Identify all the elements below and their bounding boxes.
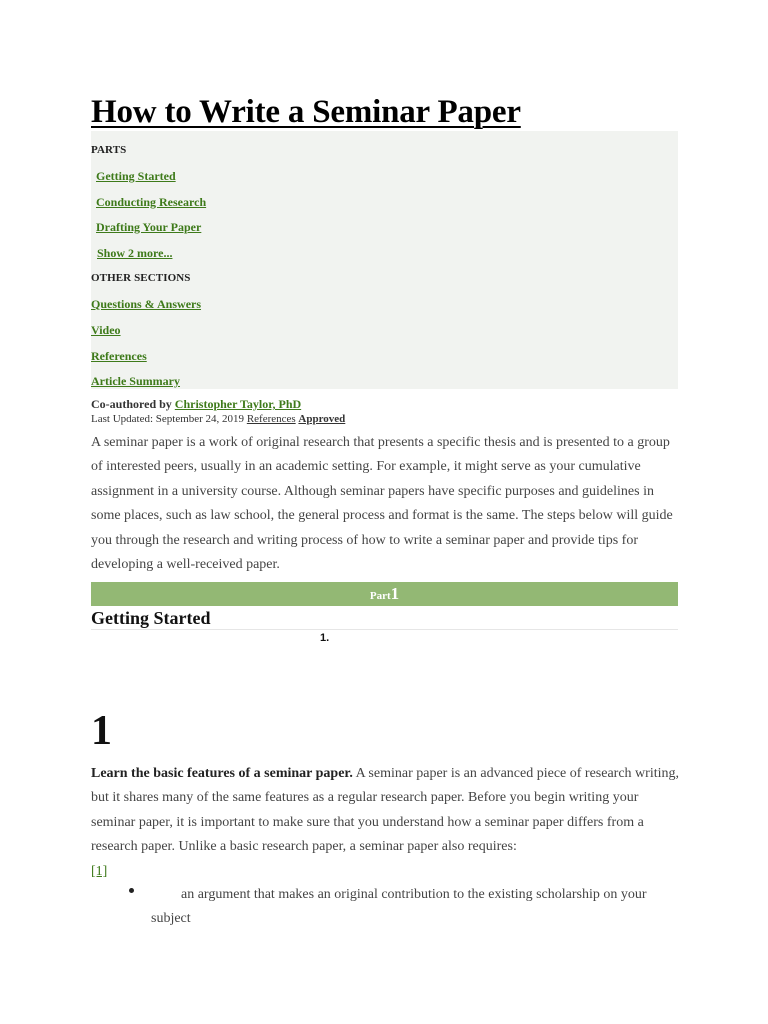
toc-link-getting-started[interactable]: Getting Started <box>96 169 176 183</box>
toc-link-drafting-your-paper[interactable]: Drafting Your Paper <box>96 220 202 234</box>
bullet-item: an argument that makes an original contribution to the existing scholarship on your subject <box>151 887 647 927</box>
section-divider <box>91 629 678 630</box>
byline <box>91 397 301 412</box>
table-of-contents <box>91 131 678 389</box>
toc-other-sections-heading: OTHER SECTIONS <box>91 272 191 284</box>
toc-parts-heading: PARTS <box>91 144 127 156</box>
article-title: How to Write a Seminar Paper <box>91 94 521 130</box>
step-bold-lead: Learn the basic features of a seminar paper. <box>91 766 353 781</box>
toc-link-questions-answers[interactable]: Questions & Answers <box>91 297 202 311</box>
last-updated <box>91 413 345 425</box>
bullet-icon <box>129 888 134 893</box>
intro-paragraph: A seminar paper is a work of original research that presents a specific thesis and is presented to a group of interested peers, usually in an academic setting. For example, it might serve as your cumulative assignment in a university course. Although seminar papers have specific purposes and guidelines in some places, such as law school, the general process and format is the same. The steps below will guide you through the research and writing process of how to write a seminar paper and provide tips for developing a well-received paper. <box>91 435 673 573</box>
step-number: 1 <box>91 708 112 754</box>
citation-link[interactable]: [1] <box>91 863 108 879</box>
part-banner <box>91 582 678 606</box>
step-paragraph <box>91 762 681 884</box>
references-link[interactable]: References <box>246 413 296 425</box>
part-number: 1 <box>390 584 400 603</box>
step-body-text: A seminar paper is an advanced piece of research writing, but it shares many of the same features as a regular research paper. Before you begin writing your seminar paper, it is important to make sure that you understand how a seminar paper differs from a research paper. Unlike a basic research paper, a seminar paper also requires: <box>91 766 679 855</box>
toc-link-references[interactable]: References <box>91 349 147 363</box>
approved-badge[interactable]: Approved <box>298 413 346 425</box>
section-title: Getting Started <box>91 608 211 628</box>
author-link[interactable]: Christopher Taylor, PhD <box>174 397 302 411</box>
toc-link-conducting-research[interactable]: Conducting Research <box>96 195 207 209</box>
last-updated-text: Last Updated: September 24, 2019 <box>91 413 245 425</box>
toc-link-video[interactable]: Video <box>91 323 121 337</box>
toc-link-article-summary[interactable]: Article Summary <box>91 374 180 388</box>
toc-show-more-link[interactable]: Show 2 more... <box>97 246 173 260</box>
step-list-marker: 1. <box>320 632 330 644</box>
byline-prefix: Co-authored by <box>91 397 172 411</box>
part-label: Part <box>369 590 391 602</box>
